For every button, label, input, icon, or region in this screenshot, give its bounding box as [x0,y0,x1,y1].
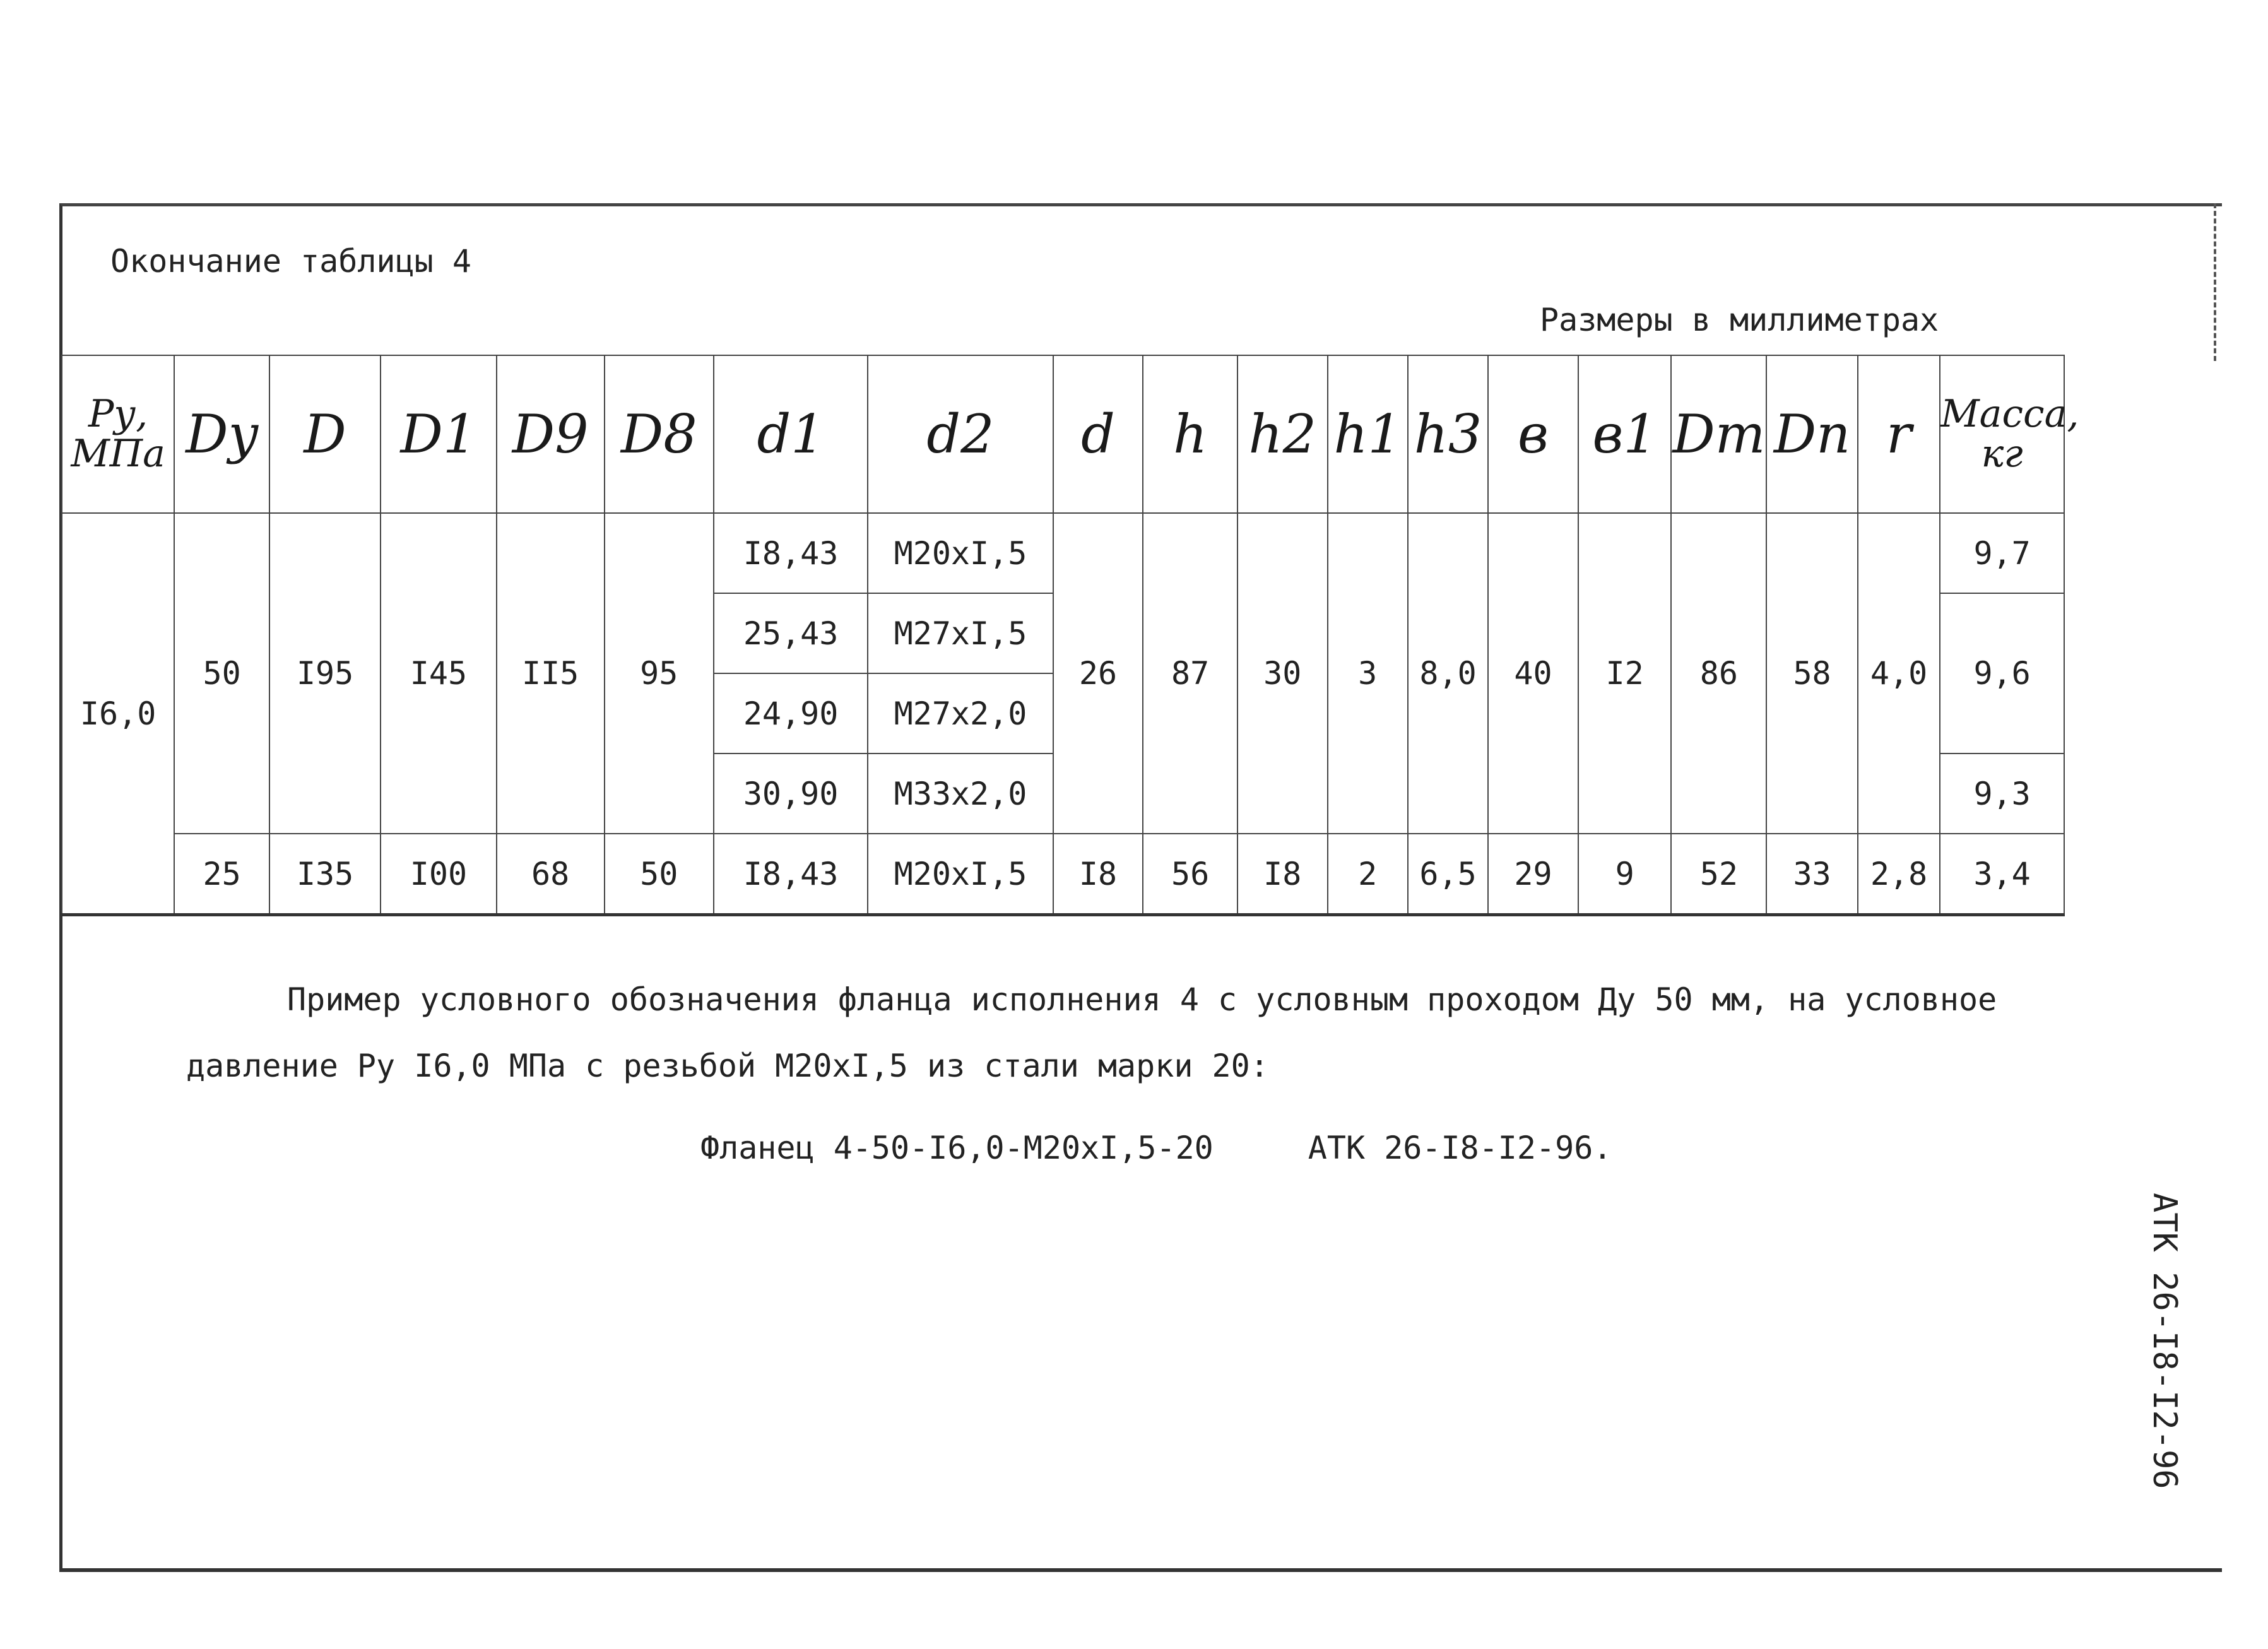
cell-d1: I8,43 [714,834,868,915]
cell-D: I95 [269,513,381,834]
cell-d1: 30,90 [714,754,868,834]
table-row [62,834,2064,915]
table-caption: Окончание таблицы 4 [110,243,471,280]
example-designation [700,1130,1706,1166]
cell-D1: I45 [381,513,496,834]
cell-h: 56 [1143,834,1237,915]
cell-D: I35 [269,834,381,915]
cell-Dn: 33 [1766,834,1858,915]
header-ru: Ру, МПа [62,355,174,513]
header-row [62,355,2064,513]
cell-Dn: 58 [1766,513,1858,834]
header-D8: D8 [605,355,714,513]
cell-Dm: 86 [1671,513,1766,834]
cell-d2: M27xI,5 [868,593,1053,673]
cell-d1: 25,43 [714,593,868,673]
cell-d2: M20xI,5 [868,834,1053,915]
header-D9: D9 [497,355,605,513]
cell-D8: 50 [605,834,714,915]
page-frame-right-edge [2214,203,2216,361]
header-mass: Масса, кг [1940,355,2064,513]
cell-mass: 3,4 [1940,834,2064,915]
cell-dy: 50 [174,513,269,834]
header-b1: в1 [1578,355,1672,513]
header-D: D [269,355,381,513]
cell-mass: 9,7 [1940,513,2064,593]
standard-reference: АТК 26-I8-I2-96. [1308,1130,1612,1166]
cell-b1: 9 [1578,834,1672,915]
cell-r: 2,8 [1858,834,1940,915]
header-D1: D1 [381,355,496,513]
header-d1: d1 [714,355,868,513]
cell-d: 26 [1053,513,1143,834]
cell-D9: 68 [497,834,605,915]
cell-d1: I8,43 [714,513,868,593]
cell-d2: M33x2,0 [868,754,1053,834]
cell-Dm: 52 [1671,834,1766,915]
units-note: Размеры в миллиметрах [1540,302,1939,338]
header-d: d [1053,355,1143,513]
cell-h2: I8 [1237,834,1328,915]
cell-ru: I6,0 [62,513,174,915]
cell-mass: 9,3 [1940,754,2064,834]
header-Dn: Dn [1766,355,1858,513]
header-h2: h2 [1237,355,1328,513]
header-b: в [1488,355,1578,513]
cell-b: 40 [1488,513,1578,834]
header-h: h [1143,355,1237,513]
example-paragraph-line-2: давление Ру I6,0 МПа с резьбой M20xI,5 из стали марки 20: [186,1048,1269,1084]
header-h3: h3 [1408,355,1488,513]
cell-d: I8 [1053,834,1143,915]
cell-d2: M27x2,0 [868,673,1053,754]
cell-h3: 8,0 [1408,513,1488,834]
cell-d1: 24,90 [714,673,868,754]
cell-b1: I2 [1578,513,1672,834]
example-paragraph-line-1: Пример условного обозначения фланца исполнения 4 с условным проходом Ду 50 мм, на условное [287,981,1997,1018]
cell-h2: 30 [1237,513,1328,834]
cell-h: 87 [1143,513,1237,834]
cell-D8: 95 [605,513,714,834]
header-h1: h1 [1328,355,1408,513]
cell-D1: I00 [381,834,496,915]
header-dy: Dy [174,355,269,513]
cell-d2: M20xI,5 [868,513,1053,593]
header-d2: d2 [868,355,1053,513]
document-number: АТК 26-I8-I2-96 [2146,1193,2183,1489]
header-r: r [1858,355,1940,513]
flange-dimensions-table [61,355,2079,916]
cell-h1: 2 [1328,834,1408,915]
cell-h3: 6,5 [1408,834,1488,915]
designation-text: Фланец 4-50-I6,0-M20xI,5-20 [700,1130,1214,1166]
cell-D9: II5 [497,513,605,834]
cell-dy: 25 [174,834,269,915]
header-Dm: Dm [1671,355,1766,513]
table-row [62,513,2064,593]
cell-r: 4,0 [1858,513,1940,834]
cell-b: 29 [1488,834,1578,915]
cell-h1: 3 [1328,513,1408,834]
cell-mass: 9,6 [1940,593,2064,754]
